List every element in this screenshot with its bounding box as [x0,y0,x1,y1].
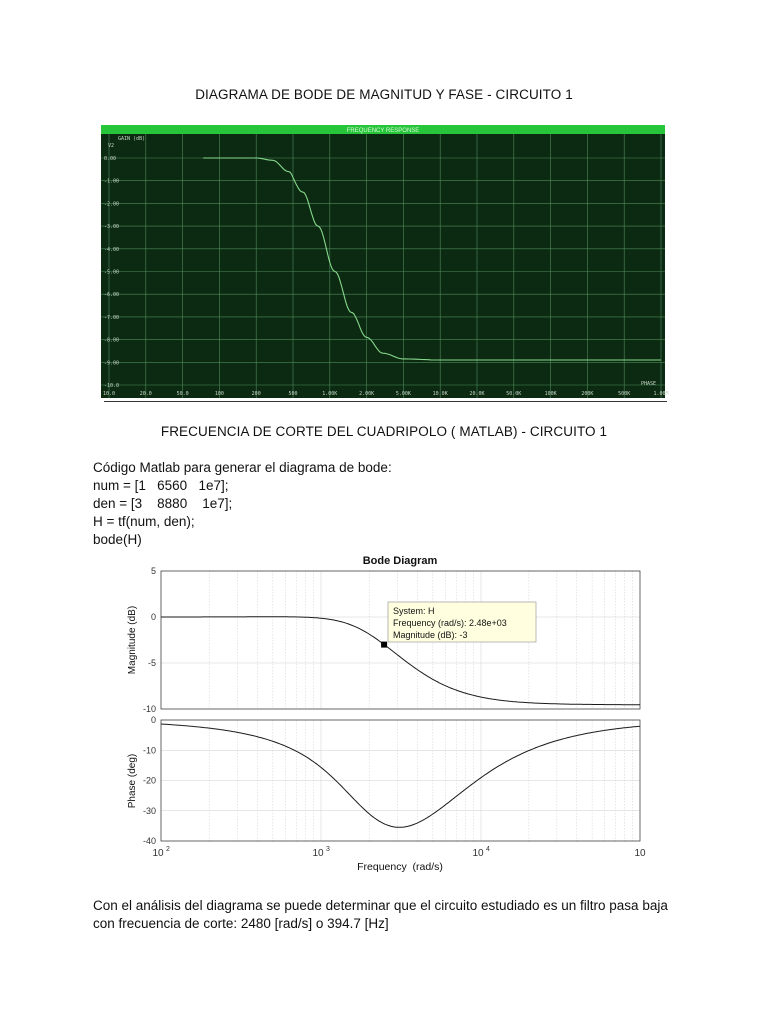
code-line-den: den = [3 8880 1e7]; [93,496,233,511]
datatip-marker[interactable] [381,642,387,648]
y-tick-label: 0 [150,715,156,725]
scope-x-tick-label: 200 [251,391,261,397]
scope-y-tick-label: -5.00 [104,269,120,276]
phase-y-axis [143,715,156,846]
magnitude-y-label: Magnitude (dB) [127,605,138,675]
scope-x-corner-label: PHASE [641,381,657,387]
bode-diagram-chart [120,550,650,878]
x-tick-exponent: 2 [166,846,170,853]
scope-y-tick-label: -9.00 [104,360,120,367]
scope-y-tick-label: 0.00 [104,156,117,162]
scope-x-tick-label: 200K [581,391,594,397]
frequency-x-axis [152,846,646,859]
y-tick-label: -20 [142,775,156,786]
y-tick-label: 5 [150,566,156,576]
bode-title: Bode Diagram [362,555,438,567]
scope-x-tick-label: 50.0K [506,391,522,397]
code-intro: Código Matlab para generar el diagrama de bode: [93,460,392,475]
x-tick-label: 10 [152,848,164,859]
code-line-num: num = [1 6560 1e7]; [93,478,229,493]
scope-x-tick-label: 1.00M [653,391,669,397]
scope-y-tick-label: -8.00 [104,337,120,344]
y-tick-label: -40 [142,836,156,846]
y-tick-label: 0 [150,612,156,622]
scope-y-label: GAIN (dB) [118,136,146,142]
scope-x-tick-label: 5.00K [395,391,411,397]
scope-y-tick-label: -1.00 [104,178,120,185]
scope-x-tick-label: 500K [618,391,631,397]
scope-title: FREQUENCY RESPONSE [346,128,420,134]
y-tick-label: -5 [147,658,156,668]
scope-plot-area [101,134,665,398]
scope-y-tick-label: -4.00 [104,246,120,253]
scope-x-tick-label: 2.00K [359,391,375,397]
scope-x-tick-label: 50.0 [176,391,189,397]
scope-x-tick-label: 10.0K [432,391,448,397]
x-tick-label: 10 [312,848,324,859]
section-title: FRECUENCIA DE CORTE DEL CUADRIPOLO ( MATLAB) - CIRCUITO 1 [160,424,608,439]
scope-baseline-rule [104,401,667,402]
code-line-bode: bode(H) [93,532,142,547]
datatip-box [388,602,536,642]
scope-x-tick-label: 20.0K [469,391,485,397]
scope-x-tick-label: 100 [214,391,224,397]
magnitude-y-axis [143,566,156,714]
x-tick-label: 10 [472,848,484,859]
frequency-response-scope-chart [100,123,669,401]
y-tick-label: -10 [142,704,156,714]
y-tick-label: -30 [142,805,156,816]
scope-x-tick-label: 100K [544,391,557,397]
code-line-tf: H = tf(num, den); [93,514,195,529]
x-tick-exponent: 4 [486,846,490,853]
scope-x-tick-label: 20.0 [139,391,152,397]
datatip-magnitude: Magnitude (dB): -3 [393,630,468,640]
x-tick-label: 10 [634,848,646,859]
scope-y-tick-label: -2.00 [104,201,120,208]
scope-y-tick-label: -6.00 [104,292,120,299]
conclusion-paragraph: Con el análisis del diagrama se puede determinar que el circuito estudiado es un filtro pasa baja con frecuencia de corte: 2480 [rad/s] o 394.7 [Hz] [93,898,668,931]
frequency-x-label: Frequency (rad/s) [357,861,443,873]
scope-y-unit: V2 [108,143,115,149]
scope-y-tick-label: -10.0 [104,383,120,389]
datatip-system: System: H [393,606,435,616]
y-tick-label: -10 [142,745,156,756]
scope-y-tick-label: -7.00 [104,314,120,321]
scope-x-tick-label: 10.0 [102,391,116,397]
phase-y-label: Phase (deg) [127,753,138,809]
datatip-frequency: Frequency (rad/s): 2.48e+03 [393,618,507,628]
scope-x-tick-label: 1.00K [322,391,338,397]
matlab-code-block [93,459,392,549]
scope-y-tick-label: -3.00 [104,224,120,231]
phase-series-line [161,724,640,827]
phase-grid [161,720,640,841]
scope-x-tick-label: 500 [288,391,298,397]
page-title: DIAGRAMA DE BODE DE MAGNITUD Y FASE - CIRCUITO 1 [195,87,573,102]
x-tick-exponent: 3 [326,846,330,853]
